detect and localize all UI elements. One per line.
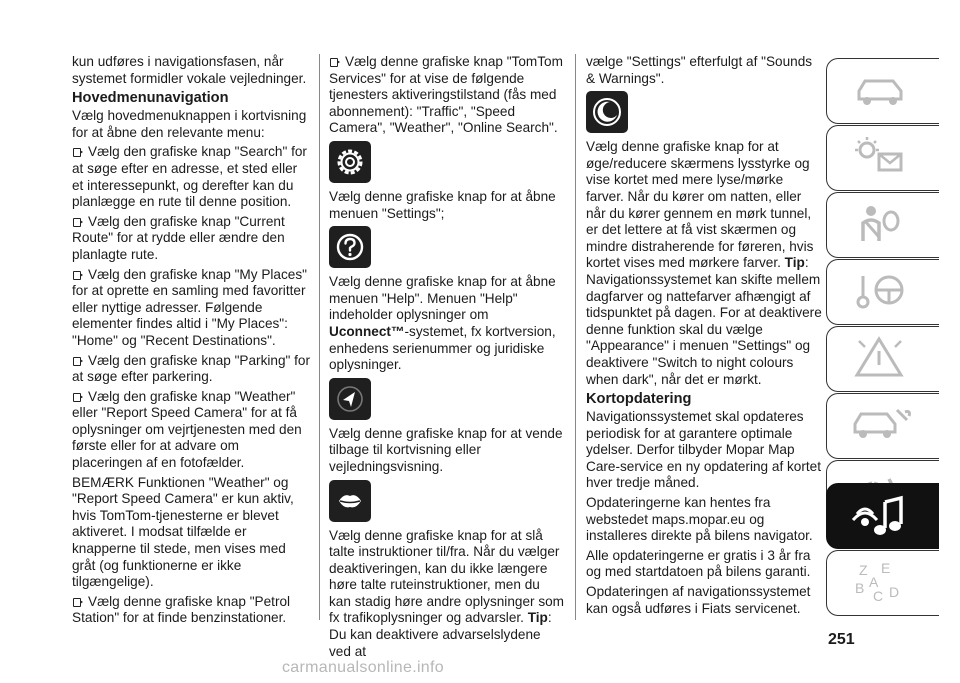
continued-text: vælge "Settings" efterfulgt af "Sounds & Warnings". <box>586 54 813 86</box>
back-arrow-icon <box>329 378 371 420</box>
mute-lips-icon <box>329 480 371 522</box>
list-item: Vælg den grafiske knap "Weather" eller "Report Speed Camera" for at få oplysninger om vejrtjenesten med den første eller for at advare om placeringen af en fotofælder. <box>72 388 302 471</box>
svg-text:D: D <box>889 584 900 600</box>
seatbelt-airbag-icon <box>845 199 925 251</box>
column-3 <box>586 54 822 620</box>
bullet-icon <box>72 392 85 401</box>
mute-text: Vælg denne grafiske knap for at slå talte instruktioner til/fra. Når du vælger deaktiveringen, kan du ikke længere høre talte ruteinstruktioner, men du kan stadig høre andre oplysninger som fx trafikoplysninger og advarsler. Tip: Du kan deaktivere advarselslydene ved at <box>329 527 564 659</box>
column-1 <box>72 54 312 630</box>
tab-index[interactable] <box>826 550 939 616</box>
svg-text:C: C <box>873 588 884 604</box>
bullet-icon <box>72 147 85 156</box>
list-item: Vælg den grafiske knap "Parking" for at søge efter parkering. <box>72 352 310 385</box>
svg-text:A: A <box>869 574 879 590</box>
column-2 <box>329 54 565 663</box>
update-paragraph-3: Alle opdateringerne er gratis i 3 år fra og med startdatoen på bilens garanti. <box>586 547 811 580</box>
svg-text:Z: Z <box>859 562 868 578</box>
update-paragraph-2: Opdateringerne kan hentes fra webstedet maps.mopar.eu og installeres direkte på bilens navigator. <box>586 495 813 544</box>
list-item: Vælg den grafiske knap "Current Route" for at rydde eller ændre den planlagte rute. <box>72 213 285 262</box>
svg-text:E: E <box>881 560 891 576</box>
column-divider <box>575 54 576 620</box>
bullet-icon <box>72 356 85 365</box>
note-text: BEMÆRK Funktionen "Weather" og "Report Speed Camera" er kun aktiv, hvis TomTom-tjenesterne er blevet aktiveret. I modsat tilfælde er knapperne til stede, men vises med gråt (og funktionerne er ikke tilgængelige). <box>72 474 294 590</box>
tab-safety[interactable] <box>826 192 939 258</box>
sun-envelope-icon <box>845 132 925 184</box>
tab-driving[interactable] <box>826 259 939 325</box>
update-paragraph-4: Opdateringen af navigationssystemet kan også udføres i Fiats servicenet. <box>586 584 811 616</box>
settings-gear-icon <box>329 141 371 183</box>
column-divider <box>319 54 320 620</box>
list-item: Vælg denne grafiske knap "Petrol Station" for at finde benzinstationer. <box>72 593 291 626</box>
list-item: Vælg den grafiske knap "Search" for at søge efter en adresse, et sted eller et interessepunkt, og derefter kan du planlægge en rute til denne position. <box>72 144 307 210</box>
tab-dashboard[interactable] <box>826 125 939 191</box>
bullet-icon <box>329 57 342 66</box>
warning-triangle-icon <box>845 333 925 385</box>
update-paragraph-1: Navigationssystemet skal opdateres periodisk for at garantere optimale ydelser. Derfor tilbyder Mopar Map Care-service en ny opdatering af kortet hver tredje måned. <box>586 409 821 491</box>
svg-text:B: B <box>855 580 865 596</box>
tab-vehicle[interactable] <box>826 58 939 124</box>
navigation-music-icon <box>845 490 925 542</box>
bullet-icon <box>72 217 85 226</box>
bullet-icon <box>72 597 85 606</box>
lead-text: Vælg hovedmenuknappen i kortvisning for at åbne den relevante menu: <box>72 108 307 140</box>
tab-multimedia[interactable] <box>826 483 939 549</box>
uconnect-brand: Uconnect™ <box>329 323 405 339</box>
heading-hovedmenu: Hovedmenunavigation <box>72 90 229 107</box>
heading-kortopdatering: Kortopdatering <box>586 391 692 408</box>
car-wrench-icon <box>845 400 925 452</box>
alphabet-index-icon <box>845 557 925 609</box>
list-item: Vælg den grafiske knap "My Places" for at oprette en samling med favoritter eller nyttige adresser. Følgende elementer findes altid i "My Places": "Home" og "Recent Destinations". <box>72 266 307 348</box>
night-text: Vælg denne grafiske knap for at øge/reducere skærmens lysstyrke og vise kortet med mere lyse/mørke farver. Når du kører om natten, eller når du kører gennem en mørk tunnel, er det lettere at få vist skærmen og mindre distraherende for føreren, hvis kortet vises med mørkere farver. Tip: Navigationssystemet kan skifte mellem dagfarver og nattefarver afhængigt af tidspunktet på dagen. For at deaktivere denne funktion skal du vælge "Appearance" i menuen "Settings" og deaktivere "Switch to night colours when dark", når det er mørkt. <box>586 139 822 387</box>
bullet-icon <box>72 270 85 279</box>
watermark: carmanualsonline.info <box>282 659 444 676</box>
back-text: Vælg denne grafiske knap for at vende tilbage til kortvisning eller vejledningsvisning. <box>329 425 563 474</box>
key-steering-icon <box>845 266 925 318</box>
car-icon <box>845 65 925 117</box>
tab-emergency[interactable] <box>826 326 939 392</box>
page-number: 251 <box>828 631 855 648</box>
list-item: Vælg denne grafiske knap "TomTom Services" for at vise de følgende tjenesters aktiveringstilstand (fås med abonnement): "Traffic", "Speed Camera", "Weather", "Online Search". <box>329 54 563 136</box>
help-question-icon <box>329 226 371 268</box>
night-moon-icon <box>586 91 628 133</box>
help-text: Vælg denne grafiske knap for at åbne menuen "Help". Menuen "Help" indeholder oplysninger om Uconnect™-systemet, fx kortversion, enhedens serienummer og juridiske oplysninger. <box>329 274 556 373</box>
settings-text: Vælg denne grafiske knap for at åbne menuen "Settings"; <box>329 188 556 221</box>
intro-text: kun udføres i navigationsfasen, når systemet formidler vokale vejledninger. <box>72 54 307 86</box>
tab-maintenance[interactable] <box>826 393 939 459</box>
